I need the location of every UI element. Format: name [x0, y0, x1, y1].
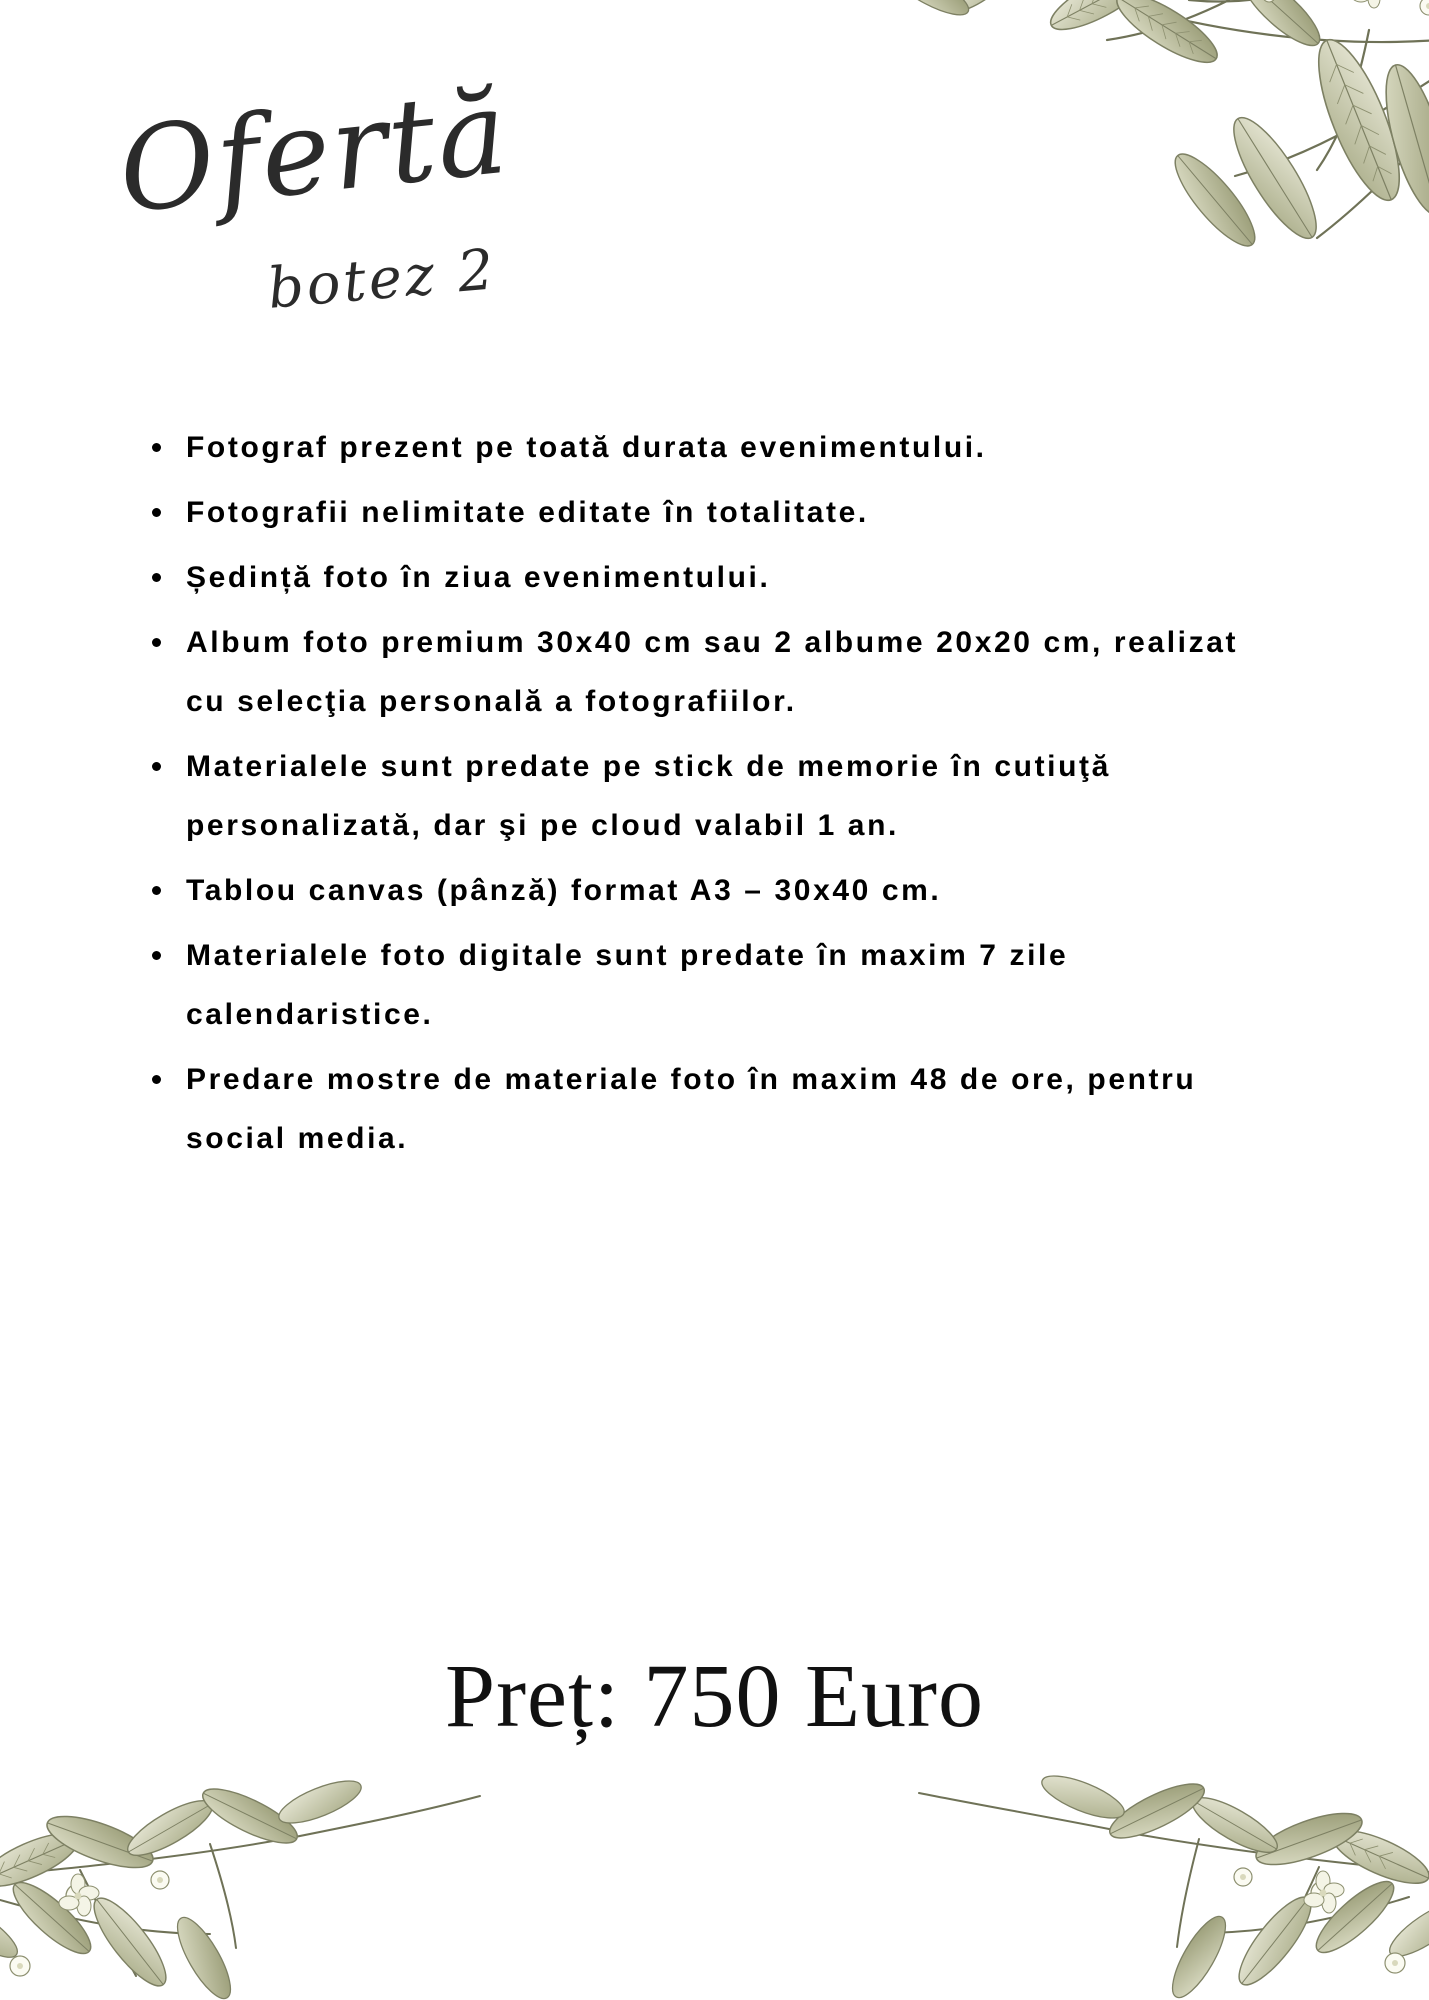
bullet-dot-icon [152, 951, 161, 960]
page-subtitle: botez 2 [265, 237, 500, 322]
offer-item-text: Album foto premium 30x40 cm sau 2 albume 20x20 cm, realizat cu selecţia personală a fotografiilor. [186, 626, 1239, 718]
offer-item-text: Predare mostre de materiale foto în maxim 48 de ore, pentru social media. [186, 1063, 1197, 1155]
page-title: Ofertă [112, 64, 515, 240]
offer-item-text: Materialele sunt predate pe stick de memorie în cutiuţă personalizată, dar şi pe cloud valabil 1 an. [186, 750, 1111, 842]
botanical-decoration-top-right [669, 0, 1429, 300]
bullet-dot-icon [152, 573, 161, 582]
offer-list-item [138, 926, 1276, 1044]
price-label: Preț: 750 Euro [445, 1647, 984, 1746]
offer-list-item [138, 418, 1276, 477]
offer-list-item [138, 613, 1276, 731]
heading-block [112, 64, 740, 335]
offer-item-text: Materialele foto digitale sunt predate în maxim 7 zile calendaristice. [186, 939, 1069, 1031]
offer-list-item [138, 548, 1276, 607]
bullet-dot-icon [152, 508, 161, 517]
offer-item-text: Fotograf prezent pe toată durata evenimentului. [186, 431, 987, 464]
bullet-dot-icon [152, 443, 161, 452]
offer-item-text: Ședință foto în ziua evenimentului. [186, 561, 771, 594]
offer-item-text: Tablou canvas (pânză) format A3 – 30x40 cm. [186, 874, 942, 907]
bullet-dot-icon [152, 886, 161, 895]
botanical-decoration-bottom-left [0, 1720, 500, 2000]
offer-list-item [138, 861, 1276, 920]
offer-list-item [138, 1050, 1276, 1168]
bullet-dot-icon [152, 1075, 161, 1084]
offer-list-item [138, 483, 1276, 542]
botanical-decoration-bottom-right [899, 1725, 1429, 2000]
blossom-cluster [1129, 0, 1429, 15]
offer-item-text: Fotografii nelimitate editate în totalitate. [186, 496, 869, 529]
bullet-dot-icon [152, 638, 161, 647]
bullet-dot-icon [152, 762, 161, 771]
offer-list-item [138, 737, 1276, 855]
offer-items-list [138, 418, 1298, 1174]
